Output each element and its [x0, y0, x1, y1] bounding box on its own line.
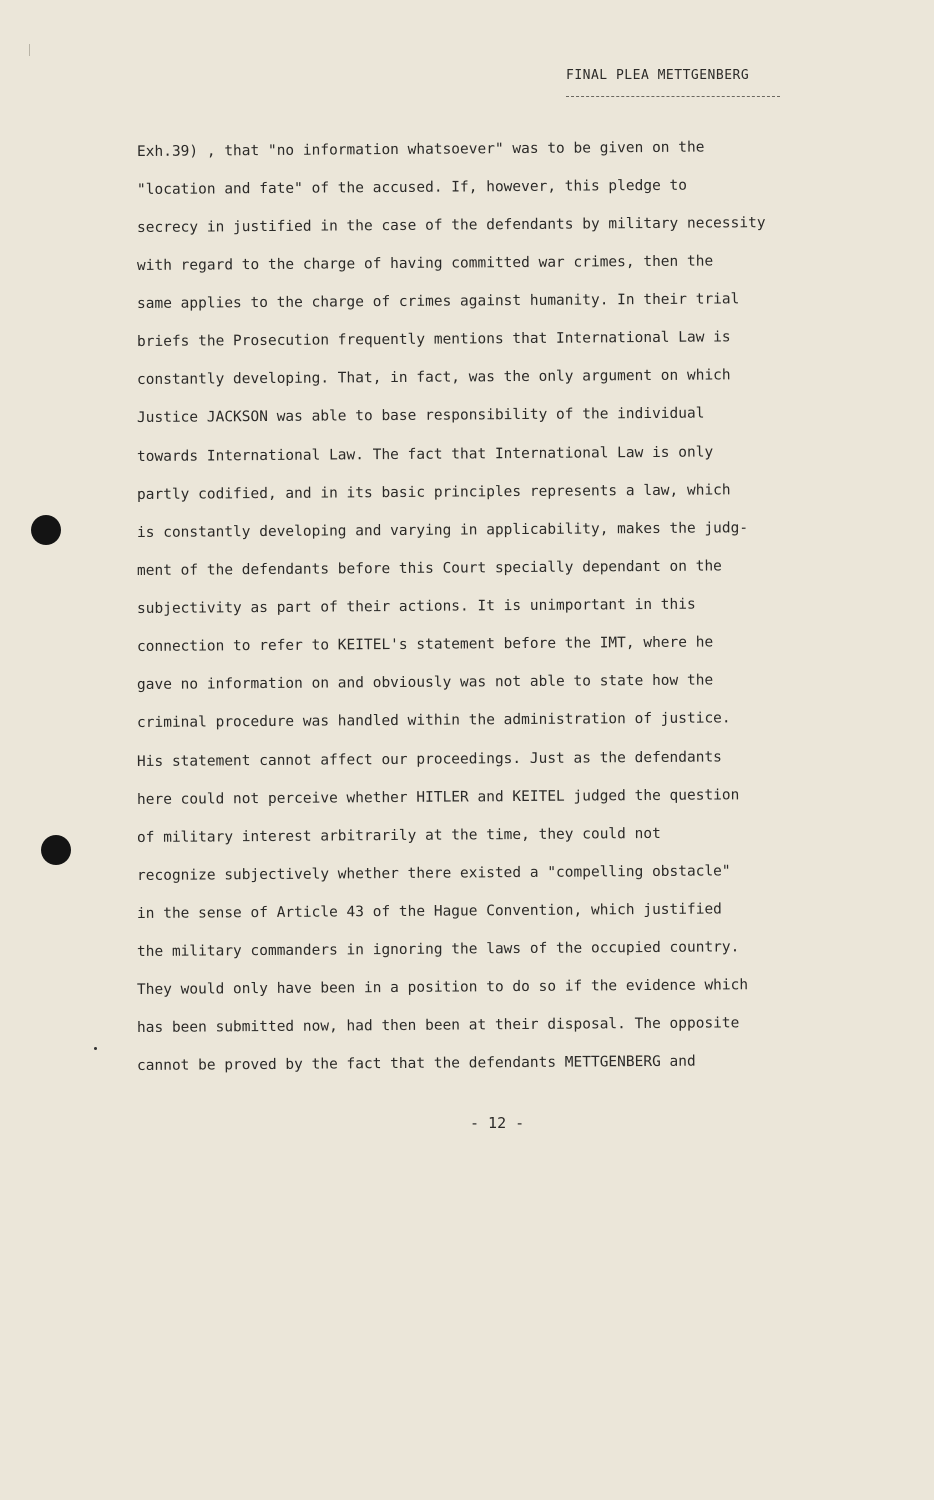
body-line: secrecy in justified in the case of the defendants by military necessity — [136, 215, 766, 236]
body-line: here could not perceive whether HITLER and KEITEL judged the question — [136, 787, 740, 808]
punch-hole — [31, 515, 61, 545]
body-line: with regard to the charge of having committed war crimes, then the — [136, 253, 714, 274]
body-line: cannot be proved by the fact that the defendants METTGENBERG and — [136, 1053, 696, 1074]
body-line: has been submitted now, had then been at their disposal. The opposite — [136, 1015, 740, 1036]
body-line: Justice JACKSON was able to base responsibility of the individual — [136, 405, 705, 426]
body-line: His statement cannot affect our proceedings. Just as the defendants — [136, 749, 722, 770]
punch-hole — [41, 835, 71, 865]
body-line: towards International Law. The fact that International Law is only — [136, 444, 714, 465]
body-line: in the sense of Article 43 of the Hague Convention, which justified — [136, 901, 722, 922]
page-number: - 12 - — [470, 1114, 525, 1132]
body-line: connection to refer to KEITEL's statement before the IMT, where he — [136, 634, 714, 655]
body-line: "location and fate" of the accused. If, however, this pledge to — [136, 177, 688, 198]
body-line: subjectivity as part of their actions. It is unimportant in this — [136, 596, 696, 617]
body-line: same applies to the charge of crimes against humanity. In their trial — [136, 291, 740, 312]
body-line: ment of the defendants before this Court specially dependant on the — [136, 558, 722, 579]
body-line: is constantly developing and varying in applicability, makes the judg- — [136, 520, 749, 541]
body-line: recognize subjectively whether there existed a "compelling obstacle" — [136, 863, 731, 884]
body-line: briefs the Prosecution frequently mentions that International Law is — [136, 329, 731, 350]
paper-speck — [94, 1047, 97, 1050]
header-underline — [566, 96, 780, 97]
body-line: criminal procedure was handled within the administration of justice. — [136, 710, 731, 731]
body-line: gave no information on and obviously was not able to state how the — [136, 672, 714, 693]
body-line: Exh.39) , that "no information whatsoever" was to be given on the — [136, 139, 705, 160]
body-line: partly codified, and in its basic principles represents a law, which — [136, 482, 731, 503]
body-line: constantly developing. That, in fact, was the only argument on which — [136, 367, 731, 388]
page-header-title: FINAL PLEA METTGENBERG — [566, 68, 750, 83]
margin-mark — [29, 44, 30, 56]
body-line: They would only have been in a position to do so if the evidence which — [136, 977, 749, 998]
body-line: of military interest arbitrarily at the time, they could not — [136, 825, 661, 846]
body-line: the military commanders in ignoring the laws of the occupied country. — [136, 939, 740, 960]
